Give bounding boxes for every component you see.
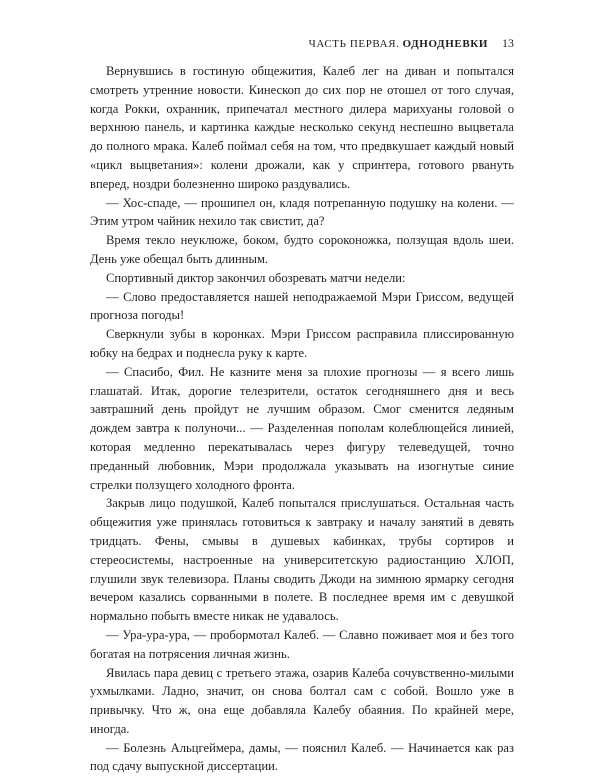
- paragraph: — Спасибо, Фил. Не казните меня за плохие прогнозы — я всего лишь глашатай. Итак, дорогие телезрители, остаток сегодняшнего дня и весь завтрашний день пройдут не лучшим образом. Смог сменится ледяным дождем завтра к полуночи... — Разделенная пополам колеблющейся линией, которая медленно перекатывалась через фигуру телеведущей, точно преданный любовник, Мэри продолжала указывать на изогнутые синие стрелки ползущего холодного фронта.: [90, 364, 514, 492]
- paragraph: — Слово предоставляется нашей неподражаемой Мэри Гриссом, ведущей прогноза погоды!: [90, 289, 514, 323]
- paragraph: Спортивный диктор закончил обозревать матчи недели:: [106, 270, 406, 285]
- paragraph: Вернувшись в гостиную общежития, Калеб лег на диван и попытался смотреть утренние новости. Кинескоп до сих пор не отошел от того случая, когда Рокки, охранник, припечатал местного дилера марихуаны головой о верхнюю панель, и картинка каждые несколько секунд неспешно выцветала до полного мрака. Калеб поймал себя на том, что предвкушает каждый новый «цикл выцветания»: колени дрожали, как у спринтера, готового рвануть вперед, ноздри болезненно широко раздувались.: [90, 64, 514, 191]
- page-number: 13: [502, 36, 514, 50]
- paragraph: — Хос-спаде, — прошипел он, кладя потрепанную подушку на колени. — Этим утром чайник нехило так свистит, да?: [90, 195, 514, 229]
- paragraph: — Болезнь Альцгеймера, дамы, — пояснил Калеб. — Начинается как раз под сдачу выпускной диссертации.: [90, 740, 514, 774]
- paragraph: Явилась пара девиц с третьего этажа, озарив Калеба сочувственно-милыми ухмылками. Ладно, значит, он снова болтал сам с собой. Вошло уже в привычку. Что ж, она еще добавляла Калебу обаяния. По крайней мере, иногда.: [90, 665, 514, 736]
- paragraph: Закрыв лицо подушкой, Калеб попытался прислушаться. Остальная часть общежития уже принялась готовиться к завтраку и началу занятий в девять тридцать. Фены, смывы в душевых кабинках, трубы сортиров и стереосистемы, настроенные на университетскую радиостанцию ХЛОП, глушили звук телевизора. Планы сводить Джоди на зимнюю ярмарку сегодня вечером казались сорванными в полете. В последнее время им с девушкой нормально побыть вместе никак не удавалось.: [90, 496, 514, 624]
- running-header: [90, 36, 514, 51]
- paragraph: Сверкнули зубы в коронках. Мэри Гриссом расправила плиссированную юбку на бедрах и поднесла руку к карте.: [90, 327, 514, 360]
- paragraph: Время текло неуклюже, боком, будто сороконожка, ползущая вдоль шеи. День уже обещал быть длинным.: [90, 233, 514, 266]
- header-chapter-title: ОДНОДНЕВКИ: [402, 38, 488, 50]
- header-part: ЧАСТЬ ПЕРВАЯ.: [308, 38, 400, 50]
- paragraph: — Ура-ура-ура, — пробормотал Калеб. — Славно поживает моя и без того богатая на потрясения личная жизнь.: [90, 627, 514, 661]
- page-body: [90, 62, 514, 776]
